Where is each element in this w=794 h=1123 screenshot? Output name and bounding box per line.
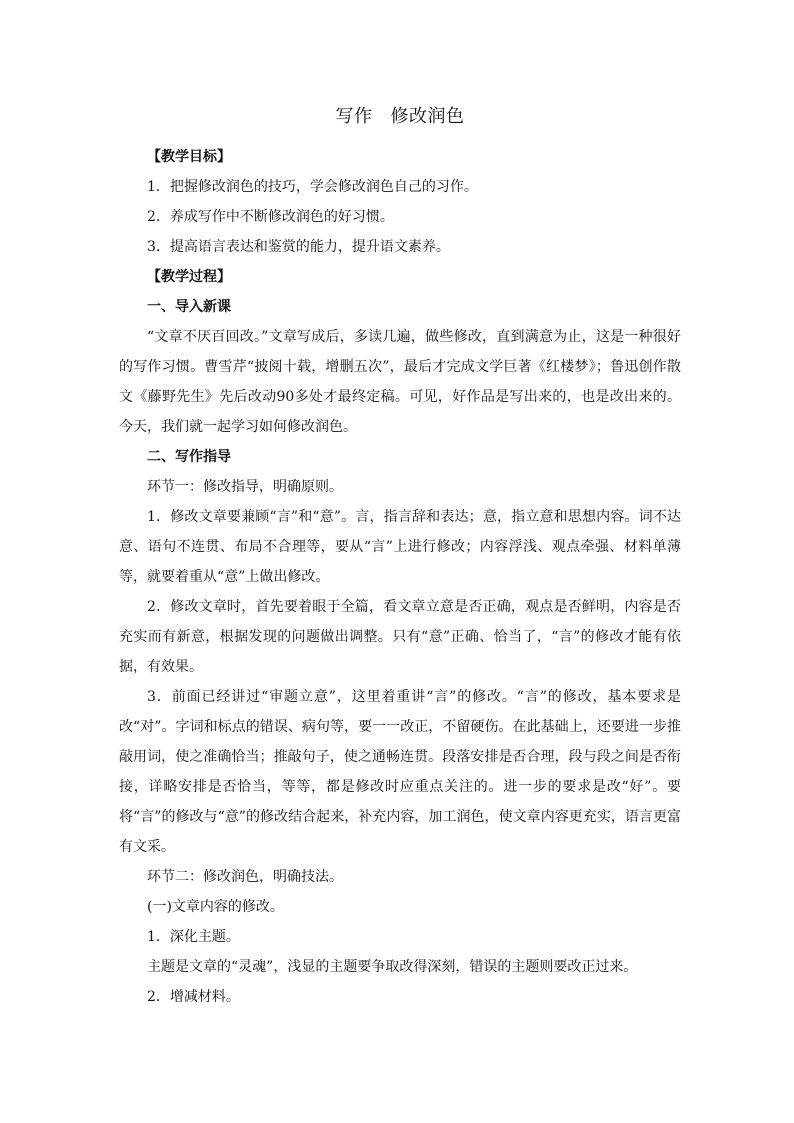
section1-paragraph: “文章不厌百回改。”文章写成后，多读几遍，做些修改，直到满意为止，这是一种很好的写作习惯。曹雪芹“披阅十载，增删五次”，最后才完成文学巨著《红楼梦》；鲁迅创作散文《藤野先生》先后改动90多处才最终定稿。可见，好作品是写出来的，也是改出来的。今天，我们就一起学习如何修改润色。	[119, 329, 681, 435]
goal-item-2: 2．养成写作中不断修改润色的好习惯。	[147, 209, 394, 225]
item2-line: 2．增减材料。	[147, 989, 240, 1005]
link2-line: 环节二：修改润色，明确技法。	[147, 869, 343, 885]
goals-heading: 【教学目标】	[147, 149, 231, 165]
point1-paragraph: 1．修改文章要兼顾“言”和“意”。言，指言辞和表达；意，指立意和思想内容。词不达意、语句不连贯、布局不合理等，要从“言”上进行修改；内容浮浅、观点牵强、材料单薄等，就要着重从“意”上做出修改。	[119, 509, 681, 585]
document-title	[119, 102, 681, 132]
item1-paragraph: 主题是文章的“灵魂”，浅显的主题要争取改得深刻，错误的主题则要改正过来。	[147, 959, 638, 975]
process-heading: 【教学过程】	[147, 269, 231, 285]
title-right: 修改润色	[390, 106, 465, 127]
sub1-line: (一)文章内容的修改。	[147, 899, 284, 915]
item1-line: 1．深化主题。	[147, 929, 240, 945]
goal-item-1: 1．把握修改润色的技巧，学会修改润色自己的习作。	[147, 179, 478, 195]
point3-paragraph: 3．前面已经讲过“审题立意”，这里着重讲“言”的修改。“言”的修改，基本要求是改“对”。字词和标点的错误、病句等，要一一改正，不留硬伤。在此基础上，还要进一步推敲用词，使之准确恰当；推敲句子，使之通畅连贯。段落安排是否合理，段与段之间是否衔接，详略安排是否恰当，等等，都是修改时应重点关注的。进一步的要求是改“好”。要将“言”的修改与“意”的修改结合起来，补充内容，加工润色，使文章内容更充实，语言更富有文采。	[119, 689, 681, 855]
document-page	[119, 102, 681, 1012]
title-left: 写作	[335, 106, 373, 127]
section2-heading: 二、写作指导	[147, 449, 231, 465]
goal-item-3: 3．提高语言表达和鉴赏的能力，提升语文素养。	[147, 239, 450, 255]
link1-line: 环节一：修改指导，明确原则。	[147, 479, 343, 495]
point2-paragraph: 2．修改文章时，首先要着眼于全篇，看文章立意是否正确，观点是否鲜明，内容是否充实而有新意，根据发现的问题做出调整。只有“意”正确、恰当了，“言”的修改才能有依据，有效果。	[119, 599, 681, 675]
section1-heading: 一、导入新课	[147, 299, 231, 315]
